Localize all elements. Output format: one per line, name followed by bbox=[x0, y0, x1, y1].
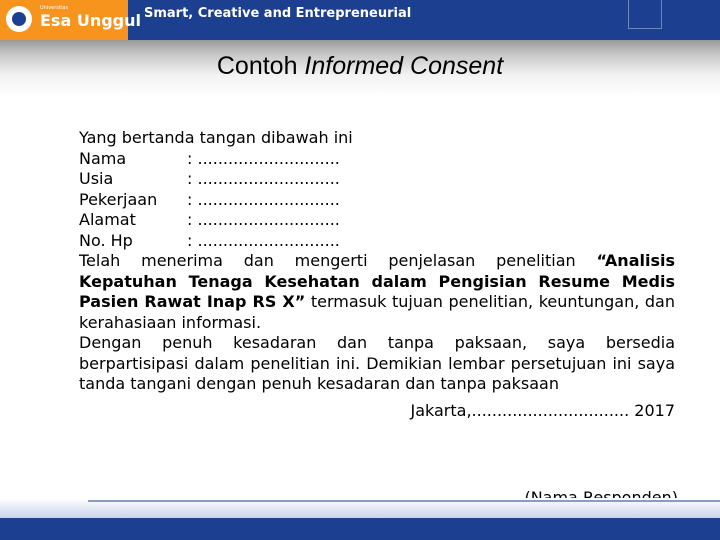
header-bar bbox=[0, 0, 720, 40]
para1-end: termasuk tujuan penelitian, keuntungan, dan kerahasiaan informasi. bbox=[79, 292, 675, 332]
para1-start: Telah menerima dan mengerti penjelasan penelitian bbox=[79, 251, 597, 270]
field-usia bbox=[79, 169, 675, 190]
field-value: : ............................ bbox=[187, 210, 340, 229]
field-nama bbox=[79, 149, 675, 170]
field-value: : ............................ bbox=[187, 148, 340, 168]
field-label: Usia bbox=[79, 169, 114, 188]
research-title: “Analisis Kepatuhan Tenaga Kesehatan dalam Pengisian Resume Medis Pasien Rawat Inap RS X” bbox=[79, 251, 675, 311]
field-value: : ............................ bbox=[187, 230, 340, 250]
footer-bar bbox=[0, 518, 720, 540]
page-title bbox=[0, 52, 720, 81]
logo-small-text: Universitas bbox=[40, 5, 68, 11]
field-alamat bbox=[79, 210, 675, 231]
field-label: Nama bbox=[79, 148, 127, 168]
intro-line: Yang bertanda tangan dibawah ini bbox=[79, 128, 353, 147]
field-label: Alamat bbox=[79, 210, 136, 229]
title-plain: Contoh bbox=[216, 52, 305, 80]
date-line: Jakarta,............................... 2017 bbox=[410, 400, 675, 420]
agreement-paragraph: Dengan penuh kesadaran dan tanpa paksaan, saya bersedia berpartisipasi dalam penelitian ini. Demikian lembar persetujuan ini saya tanda tangani dengan penuh kesadaran dan tanpa paksaan bbox=[79, 333, 675, 393]
logo-emblem-icon bbox=[6, 6, 32, 32]
field-no-hp bbox=[79, 231, 675, 252]
consent-body bbox=[79, 128, 675, 421]
logo-name: Esa Unggul bbox=[40, 11, 141, 30]
field-pekerjaan bbox=[79, 190, 675, 211]
tagline: Smart, Creative and Entrepreneurial bbox=[144, 6, 412, 21]
consent-paragraph bbox=[79, 251, 675, 333]
field-value: : ............................ bbox=[187, 169, 340, 188]
footer-divider bbox=[88, 500, 720, 502]
field-label: Pekerjaan bbox=[79, 189, 158, 209]
university-logo bbox=[0, 0, 141, 40]
field-value: : ............................ bbox=[187, 189, 340, 209]
field-label: No. Hp bbox=[79, 230, 133, 250]
title-italic: Informed Consent bbox=[304, 52, 504, 80]
header-decoration bbox=[628, 0, 662, 29]
